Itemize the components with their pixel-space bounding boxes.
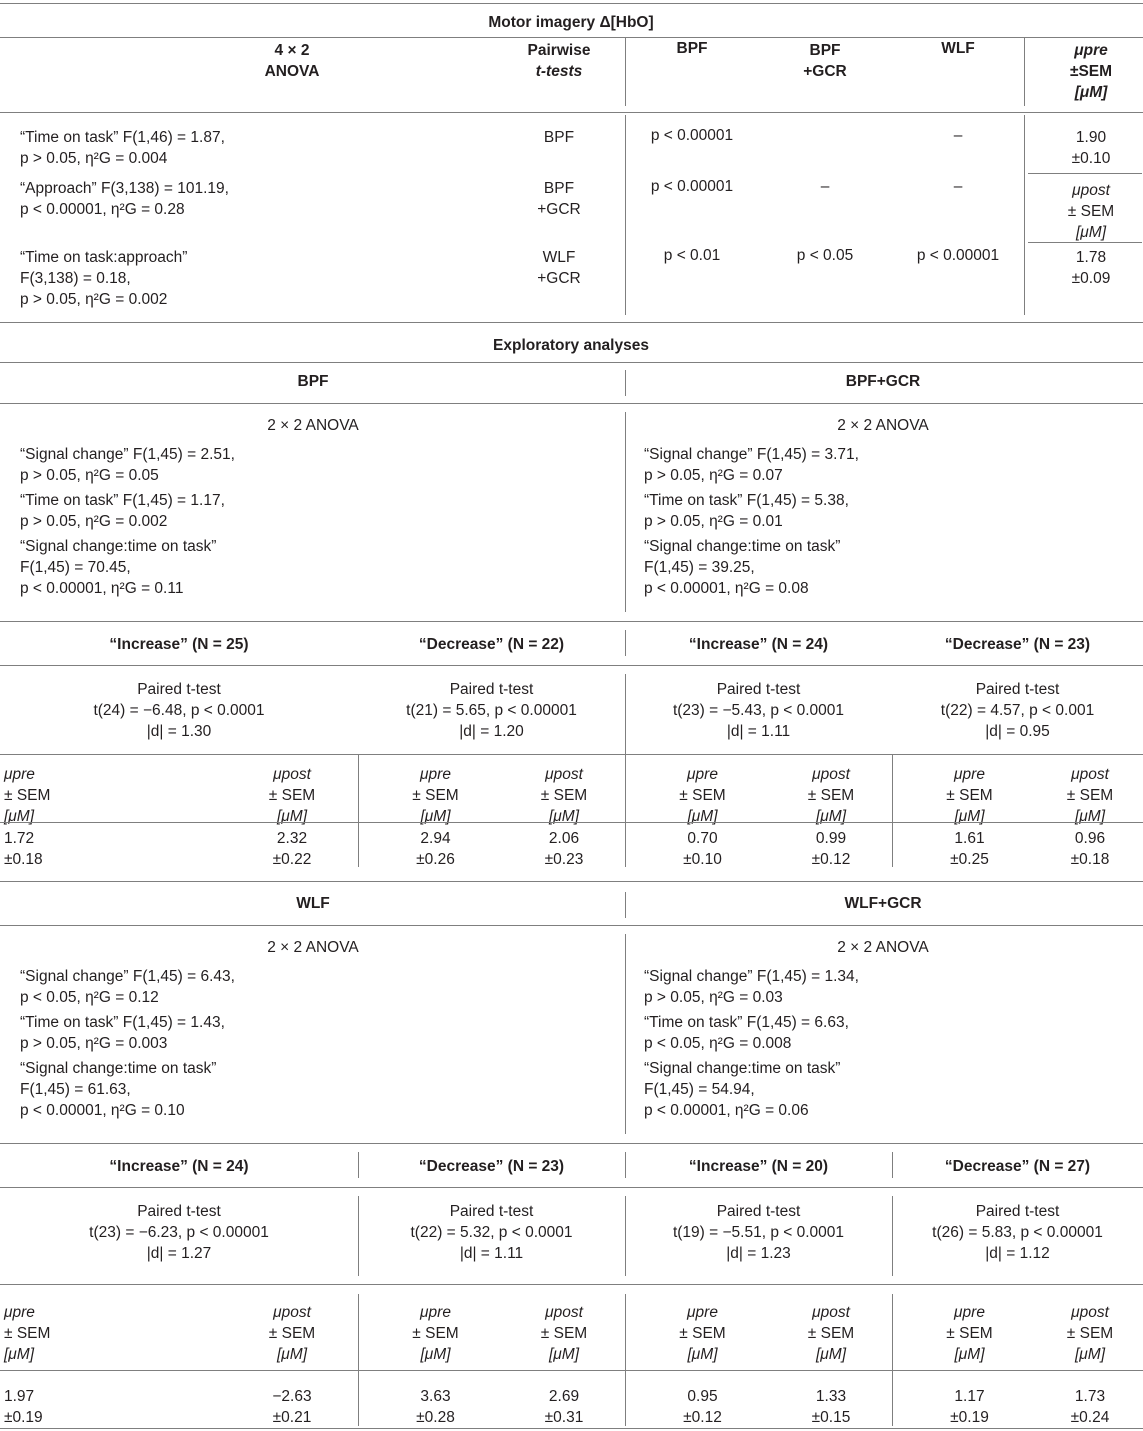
paired-t-test: Paired t-test t(26) = 5.83, p < 0.00001 |d| = 1.12 xyxy=(932,1203,1103,1262)
mu-post-value: 0.99 ±0.12 xyxy=(811,830,851,868)
vrule xyxy=(625,1196,626,1276)
mu-pre-header: μpre ± SEM [μM] xyxy=(4,1304,51,1363)
group-label: “Decrease” (N = 23) xyxy=(944,636,1091,653)
vrule xyxy=(892,755,893,867)
pairwise-row-2: BPF +GCR xyxy=(537,180,581,218)
anova-list-left: “Signal change” F(1,45) = 2.51, p > 0.05, η²G = 0.05 “Time on task” F(1,45) = 1.17, p > 0.05, η²G = 0.002 “Signal change:time on task” F(1,45) = 70.45, p < 0.00001, η²G = 0.11 xyxy=(20,446,235,597)
rule xyxy=(1028,242,1142,243)
rule xyxy=(0,925,1143,926)
mu-pre-header: μpre ± SEM [μM] xyxy=(412,1304,459,1363)
cell-wlf-3: p < 0.00001 xyxy=(916,247,1000,264)
paired-t-test: Paired t-test t(21) = 5.65, p < 0.00001 |d| = 1.20 xyxy=(406,681,577,740)
cell-wlf-1: – xyxy=(953,127,963,144)
mu-post-header: μpost ± SEM [μM] xyxy=(807,1304,855,1363)
vrule xyxy=(625,370,626,396)
vrule xyxy=(625,755,626,867)
mu-pre-value: 3.63 ±0.28 xyxy=(416,1388,455,1426)
mu-post-value: 0.96 ±0.18 xyxy=(1070,830,1110,868)
rule-top xyxy=(0,3,1143,4)
rule xyxy=(0,881,1143,882)
mu-post-header: μpost ± SEM [μM] xyxy=(540,1304,588,1363)
mu-pre-header: μpre ± SEM [μM] xyxy=(946,766,993,825)
vrule xyxy=(625,115,626,315)
paired-t-test: Paired t-test t(24) = −6.48, p < 0.0001 |d| = 1.30 xyxy=(93,681,265,740)
cell-bpf-2: p < 0.00001 xyxy=(650,178,734,195)
mu-post-value: 2.06 ±0.23 xyxy=(544,830,584,868)
mu-pre-header: μpre ± SEM [μM] xyxy=(679,766,726,825)
vrule xyxy=(358,1294,359,1426)
mu-post-value: 1.78 ±0.09 xyxy=(1071,249,1111,287)
cell-wlf-2: – xyxy=(953,178,963,195)
mu-post-header: μpost ± SEM [μM] xyxy=(1067,182,1115,241)
paired-t-test: Paired t-test t(22) = 4.57, p < 0.001 |d| = 0.95 xyxy=(940,681,1095,740)
mu-pre-value: 1.90 ±0.10 xyxy=(1071,129,1111,167)
group-label: “Decrease” (N = 22) xyxy=(418,636,565,653)
header-pairwise: Pairwise t-tests xyxy=(527,42,591,80)
mu-pre-value: 0.70 ±0.10 xyxy=(683,830,722,868)
vrule xyxy=(358,1196,359,1276)
cell-bpf-3: p < 0.01 xyxy=(663,247,721,264)
mu-post-header: μpost ± SEM [μM] xyxy=(268,1304,316,1363)
section-title-left: BPF xyxy=(297,373,329,390)
mu-pre-value: 1.17 ±0.19 xyxy=(950,1388,989,1426)
paired-t-test: Paired t-test t(23) = −5.43, p < 0.0001 |d| = 1.11 xyxy=(672,681,845,740)
mu-post-value: 1.73 ±0.24 xyxy=(1070,1388,1110,1426)
group-label: “Decrease” (N = 23) xyxy=(418,1158,565,1175)
table-title: Motor imagery Δ[HbO] xyxy=(488,14,654,31)
mu-pre-value: 2.94 ±0.26 xyxy=(416,830,455,868)
vrule xyxy=(625,1294,626,1426)
anova-list-left: “Signal change” F(1,45) = 6.43, p < 0.05, η²G = 0.12 “Time on task” F(1,45) = 1.43, p > 0.05, η²G = 0.003 “Signal change:time on task” F(1,45) = 61.63, p < 0.00001, η²G = 0.10 xyxy=(20,968,235,1119)
mu-post-header: μpost ± SEM [μM] xyxy=(268,766,316,825)
header-anova: 4 × 2 ANOVA xyxy=(264,42,320,80)
anova-row-approach: “Approach” F(3,138) = 101.19, p < 0.00001, η²G = 0.28 xyxy=(20,180,229,218)
anova-list-right: “Signal change” F(1,45) = 1.34, p > 0.05, η²G = 0.03 “Time on task” F(1,45) = 6.63, p < 0.05, η²G = 0.008 “Signal change:time on task” F(1,45) = 54.94, p < 0.00001, η²G = 0.06 xyxy=(644,968,859,1119)
mu-post-value: 2.69 ±0.31 xyxy=(544,1388,584,1426)
paired-t-test: Paired t-test t(19) = −5.51, p < 0.0001 |d| = 1.23 xyxy=(672,1203,845,1262)
vrule xyxy=(625,1152,626,1178)
anova-title-right: 2 × 2 ANOVA xyxy=(837,417,929,434)
exploratory-title: Exploratory analyses xyxy=(493,337,649,354)
rule-bottom xyxy=(0,1428,1143,1429)
rule xyxy=(0,322,1143,323)
mu-pre-header: μpre ± SEM [μM] xyxy=(4,766,51,825)
group-label: “Increase” (N = 25) xyxy=(109,636,249,653)
vrule xyxy=(625,412,626,612)
section-title-left: WLF xyxy=(296,895,330,912)
vrule xyxy=(625,934,626,1134)
rule xyxy=(0,1370,1143,1371)
cell-bpf-1: p < 0.00001 xyxy=(650,127,734,144)
rule xyxy=(0,822,1143,823)
vrule xyxy=(358,1152,359,1178)
vrule xyxy=(625,892,626,918)
vrule xyxy=(892,1196,893,1276)
vrule xyxy=(1024,38,1025,106)
mu-pre-header: μpre ± SEM [μM] xyxy=(679,1304,726,1363)
mu-post-header: μpost ± SEM [μM] xyxy=(1066,766,1114,825)
group-label: “Decrease” (N = 27) xyxy=(944,1158,1091,1175)
rule xyxy=(0,403,1143,404)
group-label: “Increase” (N = 24) xyxy=(688,636,829,653)
header-mupre: μpre ±SEM [μM] xyxy=(1069,42,1113,101)
mu-pre-header: μpre ± SEM [μM] xyxy=(946,1304,993,1363)
mu-pre-header: μpre ± SEM [μM] xyxy=(412,766,459,825)
mu-post-value: −2.63 ±0.21 xyxy=(272,1388,312,1426)
rule xyxy=(0,37,1143,38)
mu-pre-value: 1.72 ±0.18 xyxy=(4,830,43,868)
rule xyxy=(0,1143,1143,1144)
vrule xyxy=(625,630,626,656)
anova-list-right: “Signal change” F(1,45) = 3.71, p > 0.05, η²G = 0.07 “Time on task” F(1,45) = 5.38, p > 0.05, η²G = 0.01 “Signal change:time on task” F(1,45) = 39.25, p < 0.00001, η²G = 0.08 xyxy=(644,446,859,597)
mu-pre-value: 1.97 ±0.19 xyxy=(4,1388,43,1426)
pairwise-row-1: BPF xyxy=(543,129,575,146)
rule xyxy=(0,754,1143,755)
paired-t-test: Paired t-test t(23) = −6.23, p < 0.00001 |d| = 1.27 xyxy=(89,1203,269,1262)
rule xyxy=(0,1187,1143,1188)
rule xyxy=(0,621,1143,622)
group-label: “Increase” (N = 24) xyxy=(109,1158,249,1175)
mu-post-header: μpost ± SEM [μM] xyxy=(807,766,855,825)
vrule xyxy=(1024,115,1025,315)
cell-bpfgcr-3: p < 0.05 xyxy=(796,247,854,264)
anova-title-left: 2 × 2 ANOVA xyxy=(267,939,359,956)
mu-post-header: μpost ± SEM [μM] xyxy=(1066,1304,1114,1363)
paired-t-test: Paired t-test t(22) = 5.32, p < 0.0001 |d| = 1.11 xyxy=(410,1203,573,1262)
vrule xyxy=(358,755,359,867)
anova-row-interaction: “Time on task:approach” F(3,138) = 0.18, p > 0.05, η²G = 0.002 xyxy=(20,249,188,308)
group-label: “Increase” (N = 20) xyxy=(688,1158,829,1175)
rule xyxy=(0,1284,1143,1285)
rule xyxy=(0,362,1143,363)
rule xyxy=(0,112,1143,113)
anova-title-left: 2 × 2 ANOVA xyxy=(267,417,359,434)
rule xyxy=(0,665,1143,666)
section-title-right: WLF+GCR xyxy=(844,895,922,912)
mu-post-header: μpost ± SEM [μM] xyxy=(540,766,588,825)
mu-pre-value: 1.61 ±0.25 xyxy=(950,830,989,868)
pairwise-row-3: WLF +GCR xyxy=(537,249,581,287)
anova-title-right: 2 × 2 ANOVA xyxy=(837,939,929,956)
vrule xyxy=(892,1152,893,1178)
rule xyxy=(1028,173,1142,174)
mu-post-value: 2.32 ±0.22 xyxy=(272,830,312,868)
mu-post-value: 1.33 ±0.15 xyxy=(811,1388,851,1426)
mu-pre-value: 0.95 ±0.12 xyxy=(683,1388,722,1426)
section-title-right: BPF+GCR xyxy=(845,373,921,390)
vrule xyxy=(892,1294,893,1426)
header-wlf: WLF xyxy=(941,40,975,57)
vrule xyxy=(625,38,626,106)
anova-row-time-on-task: “Time on task” F(1,46) = 1.87, p > 0.05, η²G = 0.004 xyxy=(20,129,225,167)
vrule xyxy=(625,674,626,754)
cell-bpfgcr-2: – xyxy=(820,178,830,195)
header-bpfgcr: BPF +GCR xyxy=(803,42,847,80)
header-bpf: BPF xyxy=(676,40,708,57)
